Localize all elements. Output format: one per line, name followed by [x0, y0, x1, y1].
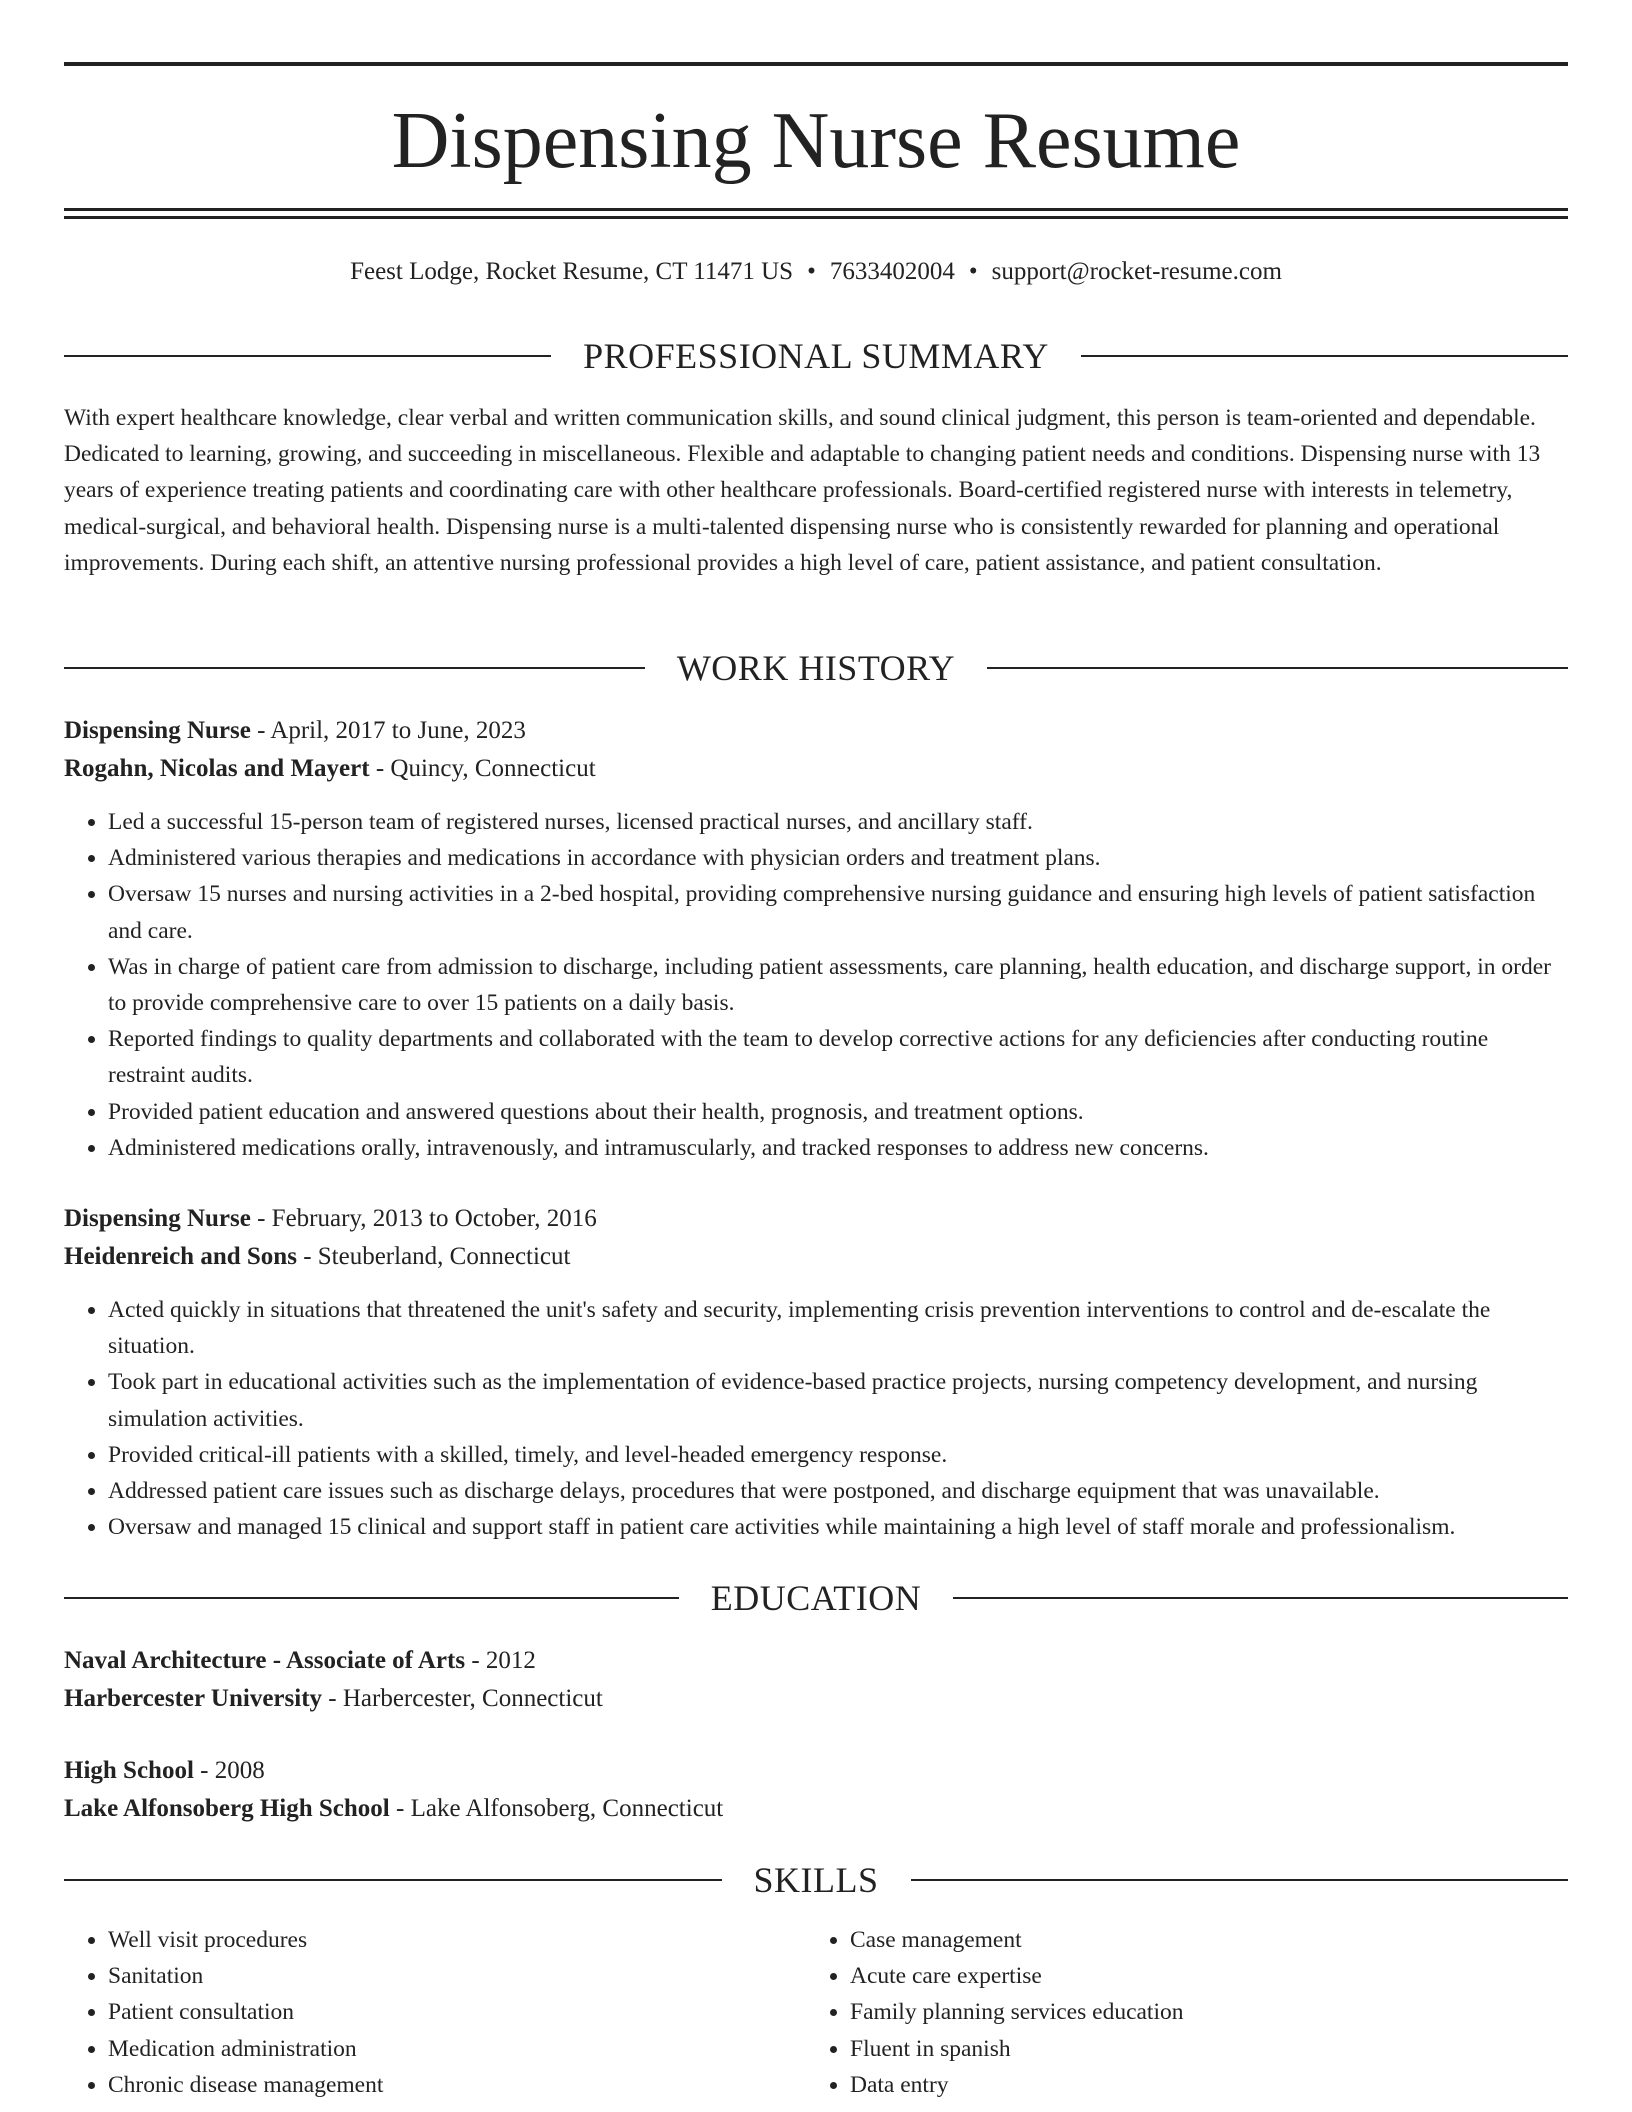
contact-separator: •	[807, 258, 816, 285]
skills-column-left	[64, 1922, 764, 2103]
list-item: • Administered medications orally, intravenously, and intramuscularly, and tracked responses to address new concerns.	[108, 1130, 1568, 1166]
education-location: - Lake Alfonsoberg, Connecticut	[389, 1795, 724, 1822]
heading-rule-right	[1081, 355, 1568, 357]
section-heading-skills	[64, 1858, 1568, 1902]
list-item: • Fluent in spanish	[850, 2031, 1506, 2067]
skills-list	[806, 1922, 1506, 2103]
list-item: • Administered various therapies and medications in accordance with physician orders and treatment plans.	[108, 840, 1568, 876]
job-title: Dispensing Nurse	[64, 1205, 251, 1232]
section-heading-work	[64, 646, 1568, 690]
summary-text: With expert healthcare knowledge, clear verbal and written communication skills, and sound clinical judgment, this person is team-oriented and dependable. Dedicated to learning, growing, and succeeding in miscellaneous. Flexible and adaptable to changing patient needs and conditions. Dispensing nurse with 13 years of experience treating patients and coordinating care with other healthcare professionals. Board-certified registered nurse with interests in telemetry, medical-surgical, and behavioral health. Dispensing nurse is a multi-talented dispensing nurse who is consistently rewarded for planning and operational improvements. During each shift, an attentive nursing professional provides a high level of care, patient assistance, and patient consultation.	[64, 405, 1541, 576]
list-item: • Reported findings to quality departments and collaborated with the team to develop corrective actions for any deficiencies after conducting routine restraint audits.	[108, 1021, 1568, 1093]
heading-rule-right	[953, 1597, 1568, 1599]
list-item: • Family planning services education	[850, 1994, 1506, 2030]
skills-list	[64, 1922, 764, 2103]
education-degree-line	[64, 1642, 1568, 1680]
education-entry	[64, 1642, 1568, 1718]
section-title: EDUCATION	[710, 1578, 922, 1618]
list-item: • Data entry	[850, 2067, 1506, 2103]
contact-phone: 7633402004	[829, 258, 955, 285]
contact-line	[64, 254, 1568, 290]
section-heading-education	[64, 1576, 1568, 1620]
job-company: Heidenreich and Sons	[64, 1243, 297, 1270]
heading-rule-left	[64, 1879, 722, 1881]
education-degree-line	[64, 1752, 1568, 1790]
education-year: - 2008	[193, 1757, 265, 1784]
heading-rule-right	[911, 1879, 1569, 1881]
job-title-line	[64, 1200, 1568, 1238]
heading-rule-right	[987, 667, 1568, 669]
list-item: • Provided patient education and answered questions about their health, prognosis, and treatment options.	[108, 1094, 1568, 1130]
list-item: • Oversaw and managed 15 clinical and support staff in patient care activities while maintaining a high level of staff morale and professionalism.	[108, 1509, 1568, 1545]
job-bullets	[64, 1292, 1568, 1545]
job-dates: - April, 2017 to June, 2023	[250, 717, 526, 744]
education-entry	[64, 1752, 1568, 1828]
section-title: WORK HISTORY	[676, 648, 956, 688]
header-double-rule-bottom	[64, 216, 1568, 219]
job-dates: - February, 2013 to October, 2016	[250, 1205, 597, 1232]
contact-separator: •	[968, 258, 978, 285]
job-entry	[64, 712, 1568, 1166]
skills-column-right	[806, 1922, 1506, 2103]
education-location: - Harbercester, Connecticut	[322, 1685, 603, 1712]
list-item: • Oversaw 15 nurses and nursing activities in a 2-bed hospital, providing comprehensive nursing guidance and ensuring high levels of patient satisfaction and care.	[108, 876, 1568, 948]
list-item: • Took part in educational activities such as the implementation of evidence-based practice projects, nursing competency development, and nursing simulation activities.	[108, 1364, 1568, 1436]
job-company-line	[64, 750, 1568, 788]
job-bullets	[64, 804, 1568, 1166]
list-item: • Provided critical-ill patients with a skilled, timely, and level-headed emergency response.	[108, 1437, 1568, 1473]
resume-title: Dispensing Nurse Resume	[391, 97, 1241, 185]
list-item: • Acted quickly in situations that threatened the unit's safety and security, implementing crisis prevention interventions to control and de-escalate the situation.	[108, 1292, 1568, 1364]
list-item: • Patient consultation	[108, 1994, 764, 2030]
job-location: - Quincy, Connecticut	[369, 755, 596, 782]
list-item: • Led a successful 15-person team of registered nurses, licensed practical nurses, and ancillary staff.	[108, 804, 1568, 840]
list-item: • Was in charge of patient care from admission to discharge, including patient assessments, care planning, health education, and discharge support, in order to provide comprehensive care to over 15 patients on a daily basis.	[108, 949, 1568, 1021]
list-item: • Sanitation	[108, 1958, 764, 1994]
list-item: • Chronic disease management	[108, 2067, 764, 2103]
heading-rule-left	[64, 667, 645, 669]
contact-email: support@rocket-resume.com	[991, 258, 1282, 285]
heading-rule-left	[64, 355, 551, 357]
list-item: • Addressed patient care issues such as discharge delays, procedures that were postponed, and discharge equipment that was unavailable.	[108, 1473, 1568, 1509]
job-location: - Steuberland, Connecticut	[296, 1243, 571, 1270]
job-title: Dispensing Nurse	[64, 717, 251, 744]
education-school-line	[64, 1680, 1568, 1718]
education-degree: Naval Architecture - Associate of Arts	[64, 1647, 466, 1674]
section-title: PROFESSIONAL SUMMARY	[583, 336, 1049, 376]
education-school-line	[64, 1790, 1568, 1828]
list-item: • Medication administration	[108, 2031, 764, 2067]
header-double-rule-top	[64, 208, 1568, 211]
education-school: Lake Alfonsoberg High School	[64, 1795, 390, 1822]
education-school: Harbercester University	[64, 1685, 323, 1712]
education-year: - 2012	[465, 1647, 536, 1674]
section-heading-summary	[64, 334, 1568, 378]
header-top-rule	[64, 62, 1568, 66]
heading-rule-left	[64, 1597, 679, 1599]
job-title-line	[64, 712, 1568, 750]
list-item: • Case management	[850, 1922, 1506, 1958]
list-item: • Acute care expertise	[850, 1958, 1506, 1994]
list-item: • Well visit procedures	[108, 1922, 764, 1958]
job-company: Rogahn, Nicolas and Mayert	[64, 755, 370, 782]
section-title: SKILLS	[753, 1860, 879, 1900]
job-entry	[64, 1200, 1568, 1545]
education-degree: High School	[64, 1757, 194, 1784]
job-company-line	[64, 1238, 1568, 1276]
contact-address: Feest Lodge, Rocket Resume, CT 11471 US	[350, 258, 794, 285]
